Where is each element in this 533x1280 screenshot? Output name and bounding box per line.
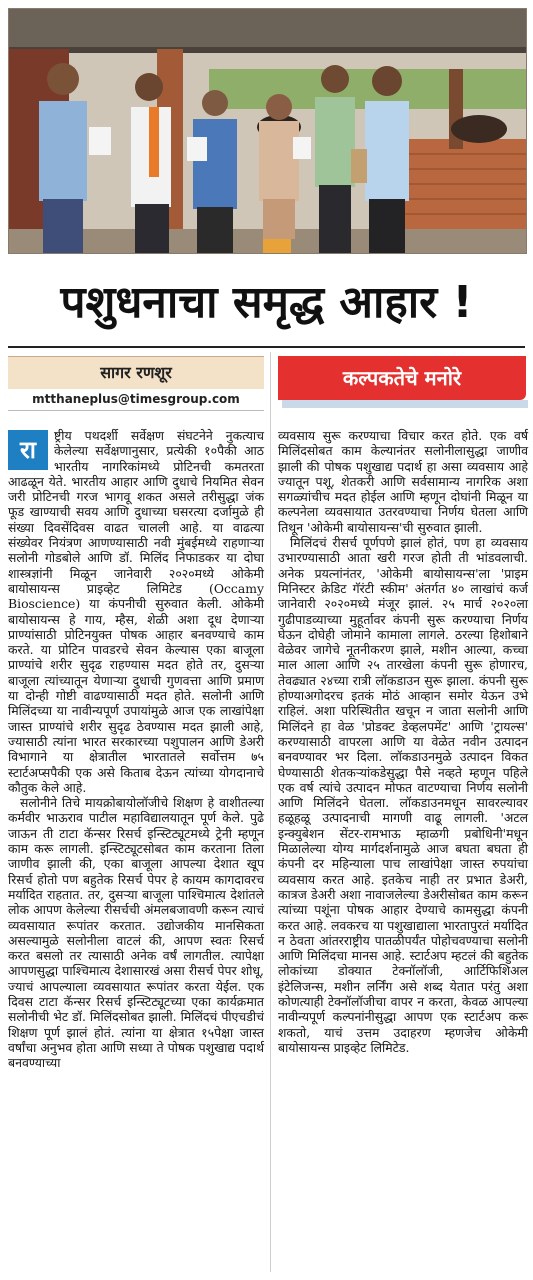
- column-badge: कल्पकतेचे मनोरे: [278, 356, 526, 400]
- article-paragraph: मिलिंदचं रीसर्च पूर्णपणे झालं होतं, पण हा व्यवसाय उभारण्यासाठी आता खरी गरज होती ती भांडवलाची. अनेक प्रयत्नांनंतर, 'ओकेमी बायोसायन्स'ला 'प्राइम मिनिस्टर क्रेडिट गॅरंटी स्कीम' अंतर्गत ४० लाखांचं कर्ज जानेवारी २०२०मध्ये मंजूर झालं. २५ मार्च २०२०ला गुढीपाडव्याच्या मुहूर्तावर कंपनी सुरू करण्याचा निर्णय घेऊन दोघेही जोमाने कामाला लागले. ठरल्या हिशोबाने वेळेवर जागेचे नूतनीकरण झाले, मशीन आल्या, कच्चा माल आला आणि २५ तारखेला कंपनी सुरू होणारच, तेवढ्यात २४च्या रात्री लॉकडाउन सुरू झाला. कंपनी सुरू होण्याअगोदरच इतकं मोठं आव्हान समोर येऊन उभे राहिलं. अशा परिस्थितीत खचून न जाता सलोनी आणि मिलिंदने हा वेळ 'प्रोडक्ट डेव्हलपमेंट' आणि 'ट्रायल्स' करण्यासाठी वापरला आणि या वेळेत नवीन उत्पादन बनवण्यावर भर दिला. लॉकडाउनमुळे उत्पादन विकत घेण्यासाठी शेतकऱ्यांकडेसुद्धा पैसे नव्हते म्हणून पहिले एक वर्ष त्यांचे उत्पादन मोफत वाटण्याचा निर्णय सलोनी आणि मिलिंदने घेतला. लॉकडाउनमधून सावरल्यावर हळूहळू उत्पादनाची मागणी वाढू लागली. 'अटल इन्क्युबेशन सेंटर-रामभाऊ म्हाळगी प्रबोधिनी'मधून मिळालेल्या योग्य मार्गदर्शनामुळे आज बघता बघता ही कंपनी दर महिन्याला पाच लाखांपेक्षा जास्त रुपयांचा व्यवसाय करत आहे. इतकेच नाही तर प्रभात डेअरी, कात्रज डेअरी अशा नावाजलेल्या डेअरीसोबत काम करून त्यांच्या पशूंना पोषक आहार देण्याचे कामसुद्धा कंपनी करत आहे. लवकरच या पशुखाद्याला भारतापुरतं मर्यादित न ठेवता आंतरराष्ट्रीय पातळीपर्यंत पोहोचवण्याचा सलोनी आणि मिलिंदचा मानस आहे. स्टार्टअप म्हटलं की बहुतेक लोकांच्या डोक्यात टेक्नॉलॉजी, आर्टिफिशिअल इंटेलिजन्स, मशीन लर्निंग असे शब्द येतात परंतु अशा कोणत्याही टेक्नॉलॉजीचा वापर न करता, केवळ आपल्या नावीन्यपूर्ण कल्पनांनीसुद्धा आपण एक स्टार्टअप करू शकतो, याचं उत्तम उदाहरण म्हणजेच ओकेमी बायोसायन्स प्राइव्हेट लिमिटेड.: [278, 535, 528, 1055]
- group-photo-icon: [9, 9, 526, 253]
- author-byline: सागर रणशूर: [8, 356, 264, 389]
- article-paragraph: सलोनीने तिचे मायक्रोबायोलॉजीचे शिक्षण हे वाशीतल्या कर्मवीर भाऊराव पाटील महाविद्यालयातून पूर्ण केले. पुढे जाऊन ती टाटा कॅन्सर रिसर्च इन्स्टिट्यूटमध्ये ट्रेनी म्हणून काम करू लागली. इन्स्टिट्यूटसोबत काम करताना तिला जाणीव झाली की, एका बाजूला आपल्या देशात खूप रिसर्च होतो पण बहुतेक रिसर्च पेपर हे कायम कागदावरच मर्यादित राहतात. तर, दुसऱ्या बाजूला पाश्चिमात्य देशांतले लोक आपण केलेल्या रीसर्चची अंमलबजावणी करून त्याचं व्यवसायात रूपांतर करतात. उद्योजकीय मानसिकता असल्यामुळे सलोनीला वाटलं की, आपण स्वतः रिसर्च करत बसलो तर त्यासाठी अनेक वर्षं लागतील. त्यापेक्षा आपणसुद्धा पाश्चिमात्य देशासारखं असा रीसर्च पेपर शोधू, ज्याचं आपल्याला व्यवसायात रूपांतर करता येईल. एक दिवस टाटा कॅन्सर रिसर्च इन्स्टिट्यूटच्या एका कार्यक्रमात सलोनीची भेट डॉ. मिलिंदसोबत झाली. मिलिंदचं पीएचडीचं शिक्षण पूर्ण झालं होतं. त्यांना या क्षेत्रात १५पेक्षा जास्त वर्षांचा अनुभव होता आणि सध्या ते पोषक पशुखाद्य पदार्थ बनवण्याच्या: [8, 795, 264, 1071]
- group-photo: [8, 8, 527, 254]
- author-email: mtthaneplus@timesgroup.com: [32, 392, 240, 406]
- headline-rule: [8, 346, 525, 348]
- article-paragraph: [8, 428, 264, 795]
- article-paragraph: व्यवसाय सुरू करण्याचा विचार करत होते. एक वर्ष मिलिंदसोबत काम केल्यानंतर सलोनीलासुद्धा जाणीव झाली की पोषक पशुखाद्य पदार्थ हा असा व्यवसाय आहे ज्यातून पशू, शेतकरी आणि सर्वसामान्य नागरिक अशा सगळ्यांचीच मदत होईल आणि म्हणून दोघांनी मिळून या कल्पनेला व्यवसायात उतरवण्याचा निर्णय घेतला आणि तिथून 'ओकेमी बायोसायन्स'ची सुरुवात झाली.: [278, 428, 528, 535]
- byline-rule: [8, 410, 264, 411]
- headline: पशुधनाचा समृद्ध आहार !: [60, 277, 473, 328]
- badge-underline: [282, 400, 528, 408]
- paragraph-text: ष्ट्रीय पथदर्शी सर्वेक्षण संघटनेने नुकत्याच केलेल्या सर्वेक्षणानुसार, प्रत्येकी १०पैकी आठ भारतीय नागरिकांमध्ये प्रोटिनची कमतरता आढळून येते. भारतीय आहार आणि दुधाचे नियमित सेवन जरी प्रोटिनची गरज भागवू शकत असले तरीसुद्धा जंक फूड खाण्याची सवय आणि दुधाच्या घसरत्या दर्जामुळे ही संख्या दिवसेंदिवस वाढत चालली आहे. या वाढत्या संख्येवर नियंत्रण आणण्यासाठी नवी मुंबईमध्ये राहणाऱ्या सलोनी गोडबोले आणि डॉ. मिलिंद निफाडकर या दोघा शास्त्रज्ञांनी मिळून जानेवारी २०२०मध्ये ओकेमी बायोसायन्स प्राइव्हेट लिमिटेड (Occamy Bioscience) या कंपनीची सुरुवात केली. ओकेमी बायोसायन्स हे गाय, म्हैस, शेळी अशा दूध देणाऱ्या प्राण्यांसाठी प्रोटिनयुक्त पोषक आहार बनवण्याचे काम करते. या प्रोटिन पावडरचे सेवन केल्यास एका बाजूला प्राण्यांचे शरीर सुदृढ राहण्यास मदत होते तर, दुसऱ्या बाजूला त्यांच्यातून येणाऱ्या दुधाची गुणवत्ता आणि प्रमाण या दोन्ही गोष्टी वाढण्यासाठी मदत होते. सलोनी आणि मिलिंदच्या या नावीन्यपूर्ण उपायांमुळे आज एक लाखांपेक्षा जास्त प्राण्यांचे शरीर सुदृढ ठेवण्यास मदत झाली आहे, ज्यासाठी त्यांना भारत सरकारच्या पशुपालन आणि डेअरी विभागाने या क्षेत्रातील भारतातले सर्वोत्तम ७५ स्टार्टअप्सपैकी एक असे किताब देऊन त्यांच्या योगदानाचे कौतुक केले आहे.: [8, 428, 264, 795]
- dropcap: रा: [8, 430, 48, 470]
- article-right-column: [278, 428, 528, 1055]
- article-left-column: [8, 428, 264, 1070]
- column-divider: [270, 352, 271, 1272]
